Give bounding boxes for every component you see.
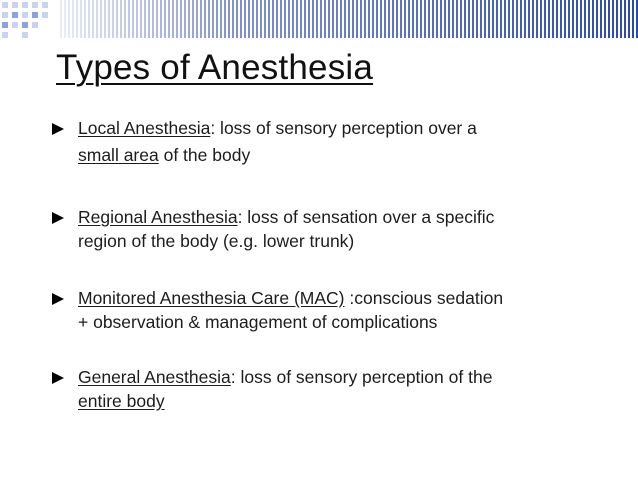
bullet-marker-icon [52,123,64,135]
bullet-text-line2 [78,143,608,167]
bullet-marker-icon [52,372,64,384]
definition-text: : loss of sensory perception over a [210,118,477,138]
bullet-text [78,286,608,310]
term-link[interactable]: Local Anesthesia [78,118,211,138]
slide-title: Types of Anesthesia [56,48,374,87]
definition-text: of the body [158,145,251,165]
bullet-text [78,116,608,140]
bullet-text [78,365,608,389]
bullet-text-line2: + observation & management of complications [78,312,438,332]
bullet-text-line2: region of the body (e.g. lower trunk) [78,231,355,251]
header-decoration [0,0,638,44]
bullet-marker-icon [52,212,64,224]
term-link[interactable]: Regional Anesthesia [78,207,238,227]
underlined-phrase: small area [78,145,159,165]
term-link[interactable]: Monitored Anesthesia Care (MAC) [78,288,345,308]
term-link[interactable]: General Anesthesia [78,367,231,387]
bullet-text [78,205,608,229]
bullet-text-line2 [78,389,608,413]
definition-text: :conscious sedation [344,288,504,308]
underlined-phrase: entire body [78,391,165,411]
definition-text: : loss of sensation over a specific [237,207,495,227]
bullet-marker-icon [52,293,64,305]
definition-text: : loss of sensory perception of the [230,367,493,387]
